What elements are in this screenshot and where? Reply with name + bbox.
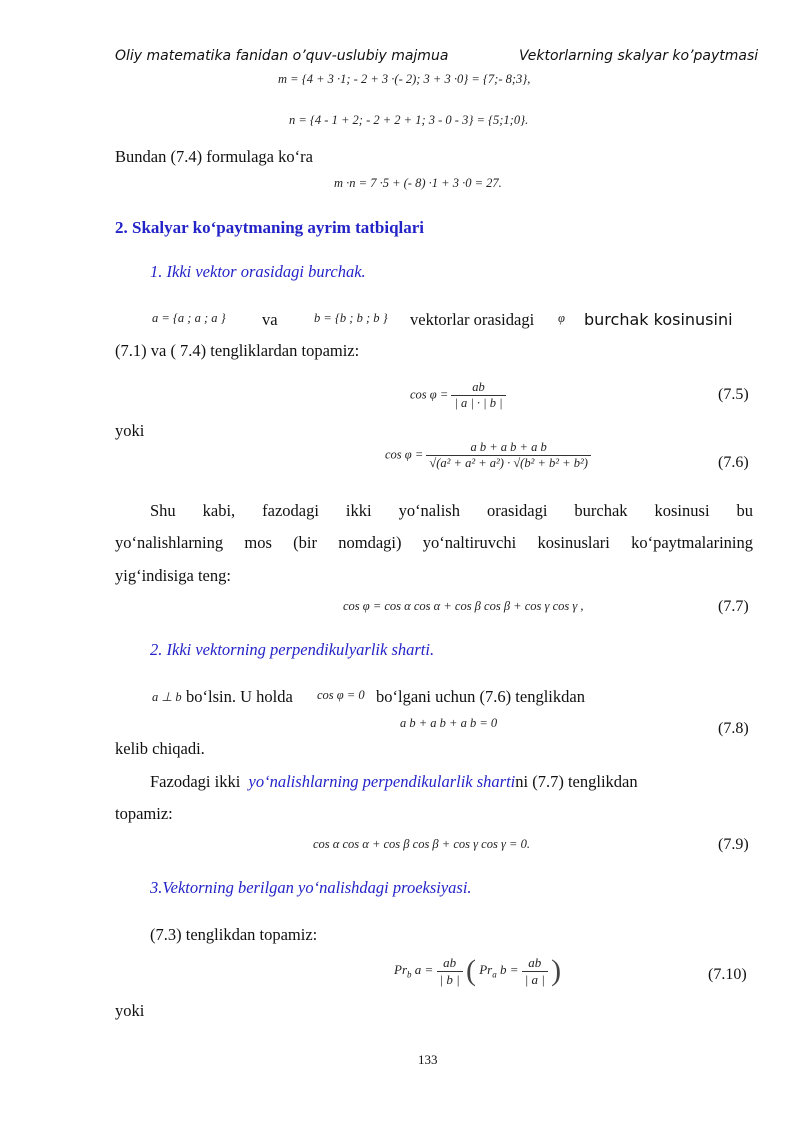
projection-2-sub: a — [492, 969, 497, 980]
equation-label-7-10: (7.10) — [708, 966, 747, 983]
projection-1-fraction — [437, 955, 463, 988]
projection-1-sub: b — [407, 969, 412, 980]
equation-m-def: m = {4 + 3 ·1; - 2 + 3 ·(- 2); 3 + 3 ·0} = {7;- 8;3}, — [278, 72, 531, 86]
equation-7-5-fraction — [451, 380, 505, 411]
equation-label-7-8: (7.8) — [718, 720, 749, 737]
projection-2-denominator: | a | — [524, 971, 545, 987]
equation-n-def: n = {4 - 1 + 2; - 2 + 2 + 1; 3 - 0 - 3} = {5;1;0}. — [289, 113, 529, 127]
subsection-3-title: 3.Vektorning berilgan yo‘nalishdagi proeksiyasi. — [150, 878, 472, 897]
equation-7-10 — [394, 954, 561, 988]
section-title: 2. Skalyar ko‘paytmaning ayrim tatbiqlari — [115, 218, 425, 237]
perpendicular-ab: a ⊥ b — [152, 690, 182, 704]
vector-b-coords: b = {b ; b ; b } — [314, 311, 388, 325]
equation-7-5-lhs: cos φ = — [410, 387, 449, 402]
symbol-phi: φ — [558, 311, 565, 325]
equation-mn: m ·n = 7 ·5 + (- 8) ·1 + 3 ·0 = 27. — [334, 176, 502, 190]
text-yoki-2: yoki — [115, 1001, 145, 1020]
projection-2-numerator: ab — [522, 955, 548, 972]
equation-7-6-denominator: √(a² + a² + a²) · √(b² + b² + b²) — [429, 456, 588, 470]
link-perpendicularity-condition[interactable]: yo‘nalishlarning perpendikularlik sharti — [248, 772, 516, 791]
header-left: Oliy matematika fanidan o’quv-uslubiy majmua — [115, 48, 449, 64]
text-yoki-1: yoki — [115, 421, 145, 440]
projection-2-fraction — [522, 955, 548, 988]
projection-1-vector: a — [414, 961, 422, 977]
text-fazodagi-ikki: Fazodagi ikki — [150, 772, 241, 791]
text-va: va — [262, 310, 278, 329]
paren-close: ) — [551, 954, 562, 987]
projection-1-numerator: ab — [437, 955, 463, 972]
equation-7-9: cos α cos α + cos β cos β + cos γ cos γ = 0. — [313, 837, 530, 851]
projection-2-equals: = — [509, 961, 519, 977]
projection-2-pr: Pr — [479, 961, 493, 977]
projection-1 — [394, 954, 466, 987]
subsection-2-title: 2. Ikki vektorning perpendikulyarlik sharti. — [150, 640, 435, 659]
equation-7-6 — [385, 440, 591, 471]
projection-1-denominator: | b | — [439, 971, 460, 987]
text-burchak-kosinusini: burchak kosinusini — [584, 310, 733, 329]
header-right: Vektorlarning skalyar ko’paytmasi — [519, 48, 759, 64]
paragraph-line-2: yo‘nalishlarning mos (bir nomdagi) yo‘naltiruvchi kosinuslari ko‘paytmalarining — [115, 533, 753, 552]
equation-7-6-numerator: a b + a b + a b — [426, 440, 590, 456]
paragraph-line-3: yig‘indisiga teng: — [115, 566, 231, 585]
equation-cos-zero: cos φ = 0 — [317, 688, 365, 702]
equation-label-7-7: (7.7) — [718, 598, 749, 615]
text-bundan: Bundan (7.4) formulaga ko‘ra — [115, 147, 313, 166]
text-7-3-tenglikdan: (7.3) tenglikdan topamiz: — [150, 925, 318, 944]
equation-label-7-6: (7.6) — [718, 454, 749, 471]
equation-7-5-numerator: ab — [451, 380, 505, 396]
text-vektorlar-orasidagi: vektorlar orasidagi — [410, 310, 535, 329]
text-bo-lgani: bo‘lgani uchun (7.6) tenglikdan — [376, 687, 585, 706]
projection-2 — [479, 954, 551, 987]
text-tengliklardan: (7.1) va ( 7.4) tengliklardan topamiz: — [115, 341, 360, 360]
page-number: 133 — [418, 1052, 438, 1067]
text-topamiz: topamiz: — [115, 804, 173, 823]
equation-label-7-5: (7.5) — [718, 386, 749, 403]
text-bo-lsin: bo‘lsin. U holda — [186, 687, 293, 706]
vector-a-coords: a = {a ; a ; a } — [152, 311, 226, 325]
text-ni-tenglikdan: ni (7.7) tenglikdan — [515, 772, 638, 791]
equation-7-8: a b + a b + a b = 0 — [400, 716, 498, 730]
equation-7-6-lhs: cos φ = — [385, 447, 424, 462]
text-kelib-chiqadi: kelib chiqadi. — [115, 739, 205, 758]
paragraph-line-1: Shu kabi, fazodagi ikki yo‘nalish orasidagi burchak kosinusi bu — [150, 501, 753, 520]
equation-7-5 — [410, 380, 506, 411]
equation-7-7: cos φ = cos α cos α + cos β cos β + cos γ cos γ , — [343, 599, 584, 613]
equation-7-5-denominator: | a | · | b | — [454, 396, 503, 410]
paren-open: ( — [465, 954, 476, 987]
projection-1-equals: = — [424, 961, 434, 977]
equation-7-6-fraction — [426, 440, 590, 471]
subsection-1-title: 1. Ikki vektor orasidagi burchak. — [150, 262, 366, 281]
equation-label-7-9: (7.9) — [718, 836, 749, 853]
projection-2-vector: b — [499, 961, 507, 977]
text-fazodagi-line — [150, 771, 638, 793]
projection-1-pr: Pr — [394, 961, 407, 977]
